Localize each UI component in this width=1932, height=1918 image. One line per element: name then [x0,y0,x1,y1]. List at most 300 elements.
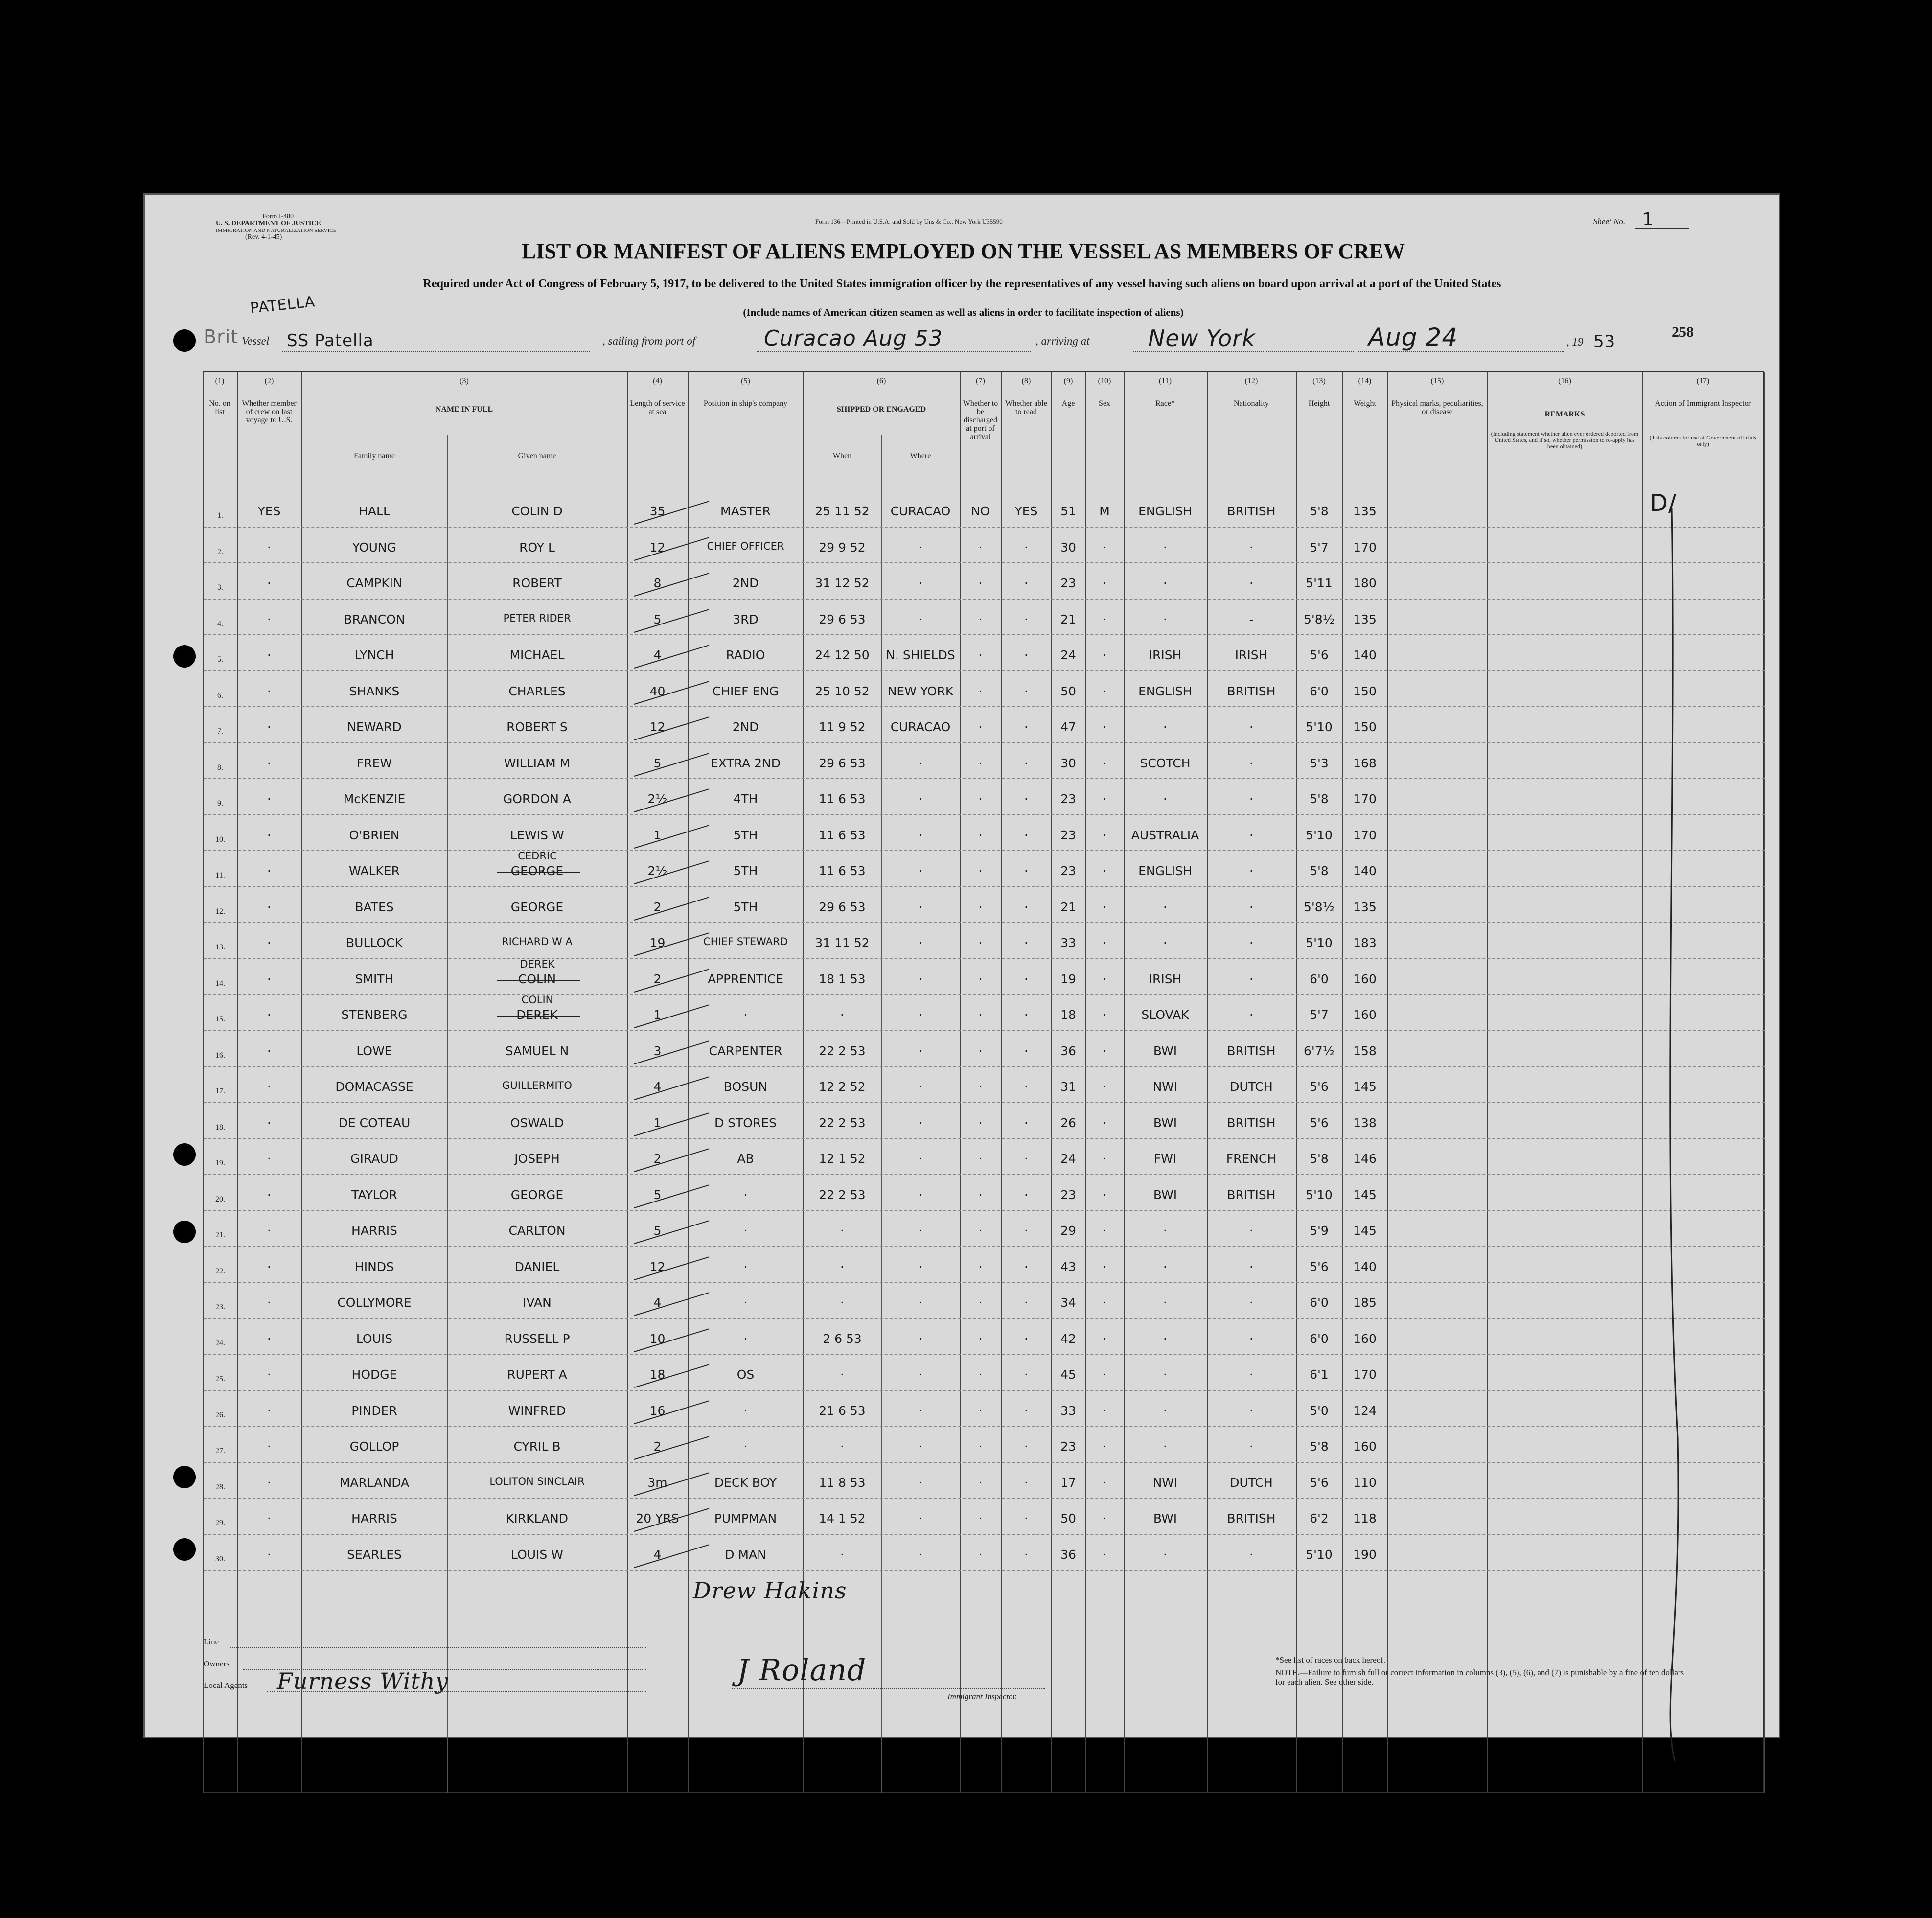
cell-height: 5'6 [1310,1259,1329,1274]
row-rule [204,1534,1765,1535]
cell-position: APPRENTICE [707,971,784,986]
cell-given: ROY L [519,540,555,555]
sheet-label: Sheet No. [1593,217,1626,226]
cell-weight: 145 [1353,1080,1377,1094]
row-rule [204,599,1765,600]
cell-when: 25 11 52 [815,504,870,518]
cell-sex: · [1103,1043,1106,1058]
cell-given-correction: COLIN [521,994,553,1006]
row-rule [204,1174,1765,1175]
cell-age: 51 [1060,504,1076,518]
cell-read: · [1024,1295,1028,1310]
cell-sex: · [1103,720,1106,734]
cell-read: · [1024,1224,1028,1238]
cell-family: HARRIS [351,1511,397,1525]
strike-through [497,872,580,873]
column-number: (6) [876,377,886,385]
row-number: 27. [215,1447,225,1455]
row-rule [204,1570,1765,1571]
cell-nat: · [1249,720,1253,734]
cell-read: · [1024,540,1028,555]
crew-signature: Drew Hakins [693,1577,847,1604]
cell-height: 6'0 [1310,971,1329,986]
cell-weight: 140 [1353,648,1377,662]
cell-when: 22 2 53 [819,1187,866,1202]
cell-given: JOSEPH [514,1152,560,1166]
cell-height: 5'10 [1306,1187,1333,1202]
cell-family: McKENZIE [343,792,406,806]
cell-last: · [267,756,271,770]
column-divider [627,372,628,1793]
cell-position: 4TH [733,792,758,806]
row-rule [204,958,1765,959]
cell-service: 1 [653,1115,662,1130]
cell-height: 5'11 [1306,576,1333,590]
row-number: 21. [215,1231,225,1239]
cell-age: 21 [1060,612,1076,626]
cell-nat: · [1249,1008,1253,1022]
row-number: 6. [217,691,223,700]
row-rule [204,886,1765,887]
column-header: No. on list [209,399,230,416]
races-note: *See list of races on back hereof. [1275,1655,1386,1664]
cell-age: 17 [1060,1475,1076,1490]
cell-race: FWI [1153,1152,1177,1166]
sheet-number: 1 [1642,209,1654,230]
action-column-line [1657,508,1686,1766]
column-header: Whether able to read [1005,399,1047,416]
cell-family: BULLOCK [346,936,403,950]
cell-race: · [1163,1439,1167,1454]
column-header: Length of service at sea [630,399,685,416]
cell-nat: · [1249,1403,1253,1418]
cell-disch: · [978,971,983,986]
row-number: 20. [215,1195,225,1203]
cell-where: · [919,1008,922,1022]
cell-height: 5'10 [1306,828,1333,842]
cell-sex: · [1103,684,1106,698]
cell-family: COLLYMORE [337,1295,412,1310]
cell-service: 4 [653,1295,662,1310]
cell-where: · [919,1187,922,1202]
cell-where: · [919,1511,922,1525]
cell-read: · [1024,792,1028,806]
cell-family: SMITH [355,971,394,986]
cell-given: MICHAEL [509,648,565,662]
cell-family: SEARLES [347,1547,402,1562]
cell-sex: · [1103,1259,1106,1274]
row-number: 30. [215,1554,225,1563]
cell-read: · [1024,684,1028,698]
cell-position: D MAN [725,1547,766,1562]
cell-race: · [1163,720,1167,734]
cell-last: · [267,1152,271,1166]
cell-nat: · [1249,1259,1253,1274]
cell-disch: · [978,720,983,734]
cell-sex: · [1103,540,1106,555]
cell-sex: · [1103,1403,1106,1418]
cell-read: · [1024,1043,1028,1058]
punch-hole [173,645,196,668]
cell-weight: 160 [1353,1008,1377,1022]
cell-family: GOLLOP [349,1439,399,1454]
cell-service: 5 [653,1224,662,1238]
row-number: 16. [215,1051,225,1060]
cell-nat: · [1249,900,1253,914]
cell-race: BWI [1153,1511,1177,1525]
column-header: Sex [1099,399,1110,408]
cell-where: · [919,936,922,950]
cell-read: · [1024,612,1028,626]
cell-where: · [919,864,922,878]
cell-service: 2 [653,1152,662,1166]
cell-age: 33 [1060,936,1076,950]
cell-nat: · [1249,1439,1253,1454]
cell-nat: · [1249,540,1253,555]
cell-weight: 135 [1353,612,1377,626]
cell-disch: · [978,612,983,626]
cell-race: ENGLISH [1138,684,1192,698]
column-header: Race* [1155,399,1175,408]
cell-disch: · [978,1295,983,1310]
cell-family: PINDER [351,1403,397,1418]
cell-given: CYRIL B [513,1439,561,1454]
column-number: (3) [460,377,469,385]
cell-nat: · [1249,1331,1253,1346]
cell-service: 5 [653,612,662,626]
cell-disch: · [978,1043,983,1058]
cell-race: NWI [1152,1080,1178,1094]
cell-service: 35 [649,504,666,518]
cell-race: · [1163,936,1167,950]
cell-position: RADIO [726,648,765,662]
cell-height: 5'8 [1310,864,1329,878]
agents-label: Local Agents [204,1681,248,1690]
cell-family: GIRAUD [350,1152,398,1166]
cell-sex: · [1103,1475,1106,1490]
cell-position: MASTER [720,504,771,518]
cell-given: ROBERT [512,576,562,590]
cell-sex: · [1103,1115,1106,1130]
cell-family: STENBERG [341,1008,408,1022]
cell-given: RUPERT A [507,1367,567,1382]
sheet-underline [1635,228,1689,229]
cell-height: 5'7 [1310,540,1329,555]
row-rule [204,1066,1765,1067]
cell-where: · [919,1259,922,1274]
column-divider [1207,372,1208,1793]
cell-last: · [267,540,271,555]
subheader-remarks-note: (Including statement whether alien ever ordered deported from United States, and if so, whether permission to re-apply has been obtained) [1491,430,1639,450]
owners-label: Owners [204,1659,230,1668]
cell-weight: 183 [1353,936,1377,950]
cell-age: 50 [1060,1511,1076,1525]
cell-race: IRISH [1149,648,1182,662]
row-rule [204,670,1765,671]
cell-nat: · [1249,756,1253,770]
row-number: 11. [215,871,225,879]
cell-position: PUMPMAN [714,1511,777,1525]
cell-read: · [1024,576,1028,590]
cell-given: PETER RIDER [503,612,571,624]
cell-read: · [1024,756,1028,770]
arrival-date: Aug 24 [1368,323,1458,351]
row-number: 4. [217,619,223,628]
cell-race: · [1163,1331,1167,1346]
port-from-underline [757,351,1031,352]
cell-where: · [919,756,922,770]
cell-nat: BRITISH [1227,1187,1276,1202]
row-number: 17. [215,1087,225,1095]
column-header: NAME IN FULL [435,405,493,414]
cell-position: DECK BOY [714,1475,777,1490]
cell-service: 16 [649,1403,666,1418]
cell-position: · [743,1008,748,1022]
cell-read: · [1024,1008,1028,1022]
cell-sex: · [1103,1511,1106,1525]
inspector-label: Immigrant Inspector. [947,1692,1017,1701]
cell-when: 22 2 53 [819,1115,866,1130]
cell-weight: 168 [1353,756,1377,770]
cell-read: · [1024,1403,1028,1418]
cell-height: 5'8½ [1304,612,1334,626]
cell-service: 2 [653,971,662,986]
cell-last: · [267,864,271,878]
row-number: 18. [215,1123,225,1132]
date-underline [1358,351,1564,352]
cell-age: 50 [1060,684,1076,698]
cell-service: 12 [649,720,666,734]
cell-position: · [743,1331,748,1346]
cell-weight: 135 [1353,900,1377,914]
cell-age: 21 [1060,900,1076,914]
cell-nat: BRITISH [1227,684,1276,698]
cell-position: 3RD [733,612,759,626]
cell-given: IVAN [523,1295,552,1310]
cell-where: · [919,1080,922,1094]
column-number: (5) [741,377,750,385]
column-number: (8) [1021,377,1031,385]
cell-where: N. SHIELDS [886,648,955,662]
subtitle: Required under Act of Congress of February 5, 1917, to be delivered to the United States immigration officer by the representatives of any vessel having such aliens on board upon arrival at a port of the United States [423,277,1501,290]
stamp-number: 258 [1672,324,1694,340]
cell-age: 31 [1060,1080,1076,1094]
cell-service: 1 [653,828,662,842]
cell-race: SLOVAK [1141,1008,1189,1022]
cell-where: · [919,1295,922,1310]
cell-given: OSWALD [510,1115,564,1130]
cell-given: DANIEL [514,1259,560,1274]
cell-given-correction: DEREK [520,958,555,970]
row-number: 12. [215,907,225,916]
cell-last: · [267,1511,271,1525]
cell-last: · [267,720,271,734]
cell-last: · [267,971,271,986]
cell-given: LOLITON SINCLAIR [489,1475,585,1487]
cell-given: GORDON A [503,792,572,806]
cell-race: · [1163,1295,1167,1310]
vessel-name: SS Patella [287,331,374,350]
cell-height: 5'6 [1310,1080,1329,1094]
row-rule [204,742,1765,743]
cell-read: · [1024,1511,1028,1525]
cell-height: 5'3 [1310,756,1329,770]
column-number: (2) [264,377,274,385]
cell-when: 31 11 52 [815,936,870,950]
cell-age: 26 [1060,1115,1076,1130]
cell-disch: · [978,1152,983,1166]
cell-family: HALL [359,504,390,518]
column-header: REMARKS [1544,410,1585,418]
cell-family: SHANKS [349,684,400,698]
cell-where: · [919,1475,922,1490]
column-header: Action of Immigrant Inspector [1655,399,1751,408]
cell-given: SAMUEL N [505,1043,569,1058]
column-number: (17) [1696,377,1710,385]
cell-where: · [919,1439,922,1454]
form-revision: (Rev. 4-1-45) [245,233,282,241]
cell-nat: · [1249,792,1253,806]
cell-weight: 140 [1353,1259,1377,1274]
cell-when: 25 10 52 [815,684,870,698]
cell-sex: · [1103,900,1106,914]
cell-service: 4 [653,1547,662,1562]
cell-read: · [1024,1080,1028,1094]
cell-where: · [919,576,922,590]
cell-weight: 138 [1353,1115,1377,1130]
cell-height: 5'7 [1310,1008,1329,1022]
row-number: 29. [215,1519,225,1527]
cell-nat: · [1249,864,1253,878]
column-number: (12) [1244,377,1258,385]
column-divider [1764,372,1765,1793]
column-header: Physical marks, peculiarities, or disease [1391,399,1483,416]
cell-read: · [1024,971,1028,986]
cell-disch: · [978,1187,983,1202]
cell-height: 5'6 [1310,1115,1329,1130]
row-rule [204,634,1765,635]
cell-family: CAMPKIN [346,576,402,590]
row-number: 24. [215,1339,225,1347]
cell-weight: 170 [1353,540,1377,555]
cell-age: 34 [1060,1295,1076,1310]
cell-sex: · [1103,828,1106,842]
cell-age: 30 [1060,756,1076,770]
cell-weight: 140 [1353,864,1377,878]
cell-height: 5'10 [1306,936,1333,950]
cell-last: · [267,1224,271,1238]
vessel-name-above: PATELLA [249,293,316,317]
cell-weight: 190 [1353,1547,1377,1562]
cell-where: · [919,1331,922,1346]
row-number: 2. [217,547,223,556]
column-divider [1124,372,1125,1793]
cell-nat: BRITISH [1227,1043,1276,1058]
column-divider [1296,372,1297,1793]
cell-height: 5'8 [1310,792,1329,806]
row-rule [204,1102,1765,1103]
cell-disch: · [978,684,983,698]
cell-disch: · [978,1008,983,1022]
cell-family: DOMACASSE [335,1080,414,1094]
row-number: 15. [215,1015,225,1023]
row-rule [204,994,1765,995]
cell-last: · [267,1403,271,1418]
cell-when: 24 12 50 [815,648,870,662]
row-rule [204,1354,1765,1355]
footer-note: NOTE.—Failure to furnish full or correct information in columns (3), (5), (6), and (7) is punishable by a fine of ten dollars for each alien. See other side. [1275,1668,1684,1687]
cell-where: · [919,612,922,626]
cell-when: · [840,1367,844,1382]
cell-weight: 150 [1353,720,1377,734]
cell-family: LOUIS [356,1331,393,1346]
row-number: 8. [217,763,223,772]
column-number: (15) [1430,377,1444,385]
cell-when: 29 6 53 [819,756,866,770]
cell-race: AUSTRALIA [1131,828,1199,842]
cell-when: · [840,1295,844,1310]
row-rule [204,1246,1765,1247]
cell-when: · [840,1008,844,1022]
cell-last: · [267,792,271,806]
cell-last: · [267,1439,271,1454]
cell-height: 6'2 [1310,1511,1329,1525]
cell-where: · [919,828,922,842]
cell-service: 4 [653,1080,662,1094]
cell-where: · [919,1367,922,1382]
row-number: 26. [215,1410,225,1419]
cell-age: 29 [1060,1224,1076,1238]
cell-position: D STORES [714,1115,777,1130]
cell-disch: · [978,936,983,950]
cell-nat: DUTCH [1230,1080,1273,1094]
cell-service: 18 [649,1367,666,1382]
row-rule [204,850,1765,851]
cell-when: 11 6 53 [819,792,866,806]
cell-race: NWI [1152,1475,1178,1490]
cell-sex: · [1103,1547,1106,1562]
cell-when: · [840,1224,844,1238]
cell-service: 1 [653,1008,662,1022]
cell-age: 42 [1060,1331,1076,1346]
cell-nat: · [1249,936,1253,950]
cell-weight: 146 [1353,1152,1377,1166]
cell-race: BWI [1153,1187,1177,1202]
cell-race: · [1163,900,1167,914]
action-mark: D/ [1650,489,1677,517]
cell-position: · [743,1403,748,1418]
cell-weight: 145 [1353,1224,1377,1238]
column-divider [237,372,238,1793]
cell-last: · [267,1295,271,1310]
cell-service: 2½ [647,864,667,878]
cell-race: BWI [1153,1043,1177,1058]
cell-nat: - [1249,612,1254,626]
cell-read: · [1024,1152,1028,1166]
cell-weight: 160 [1353,1331,1377,1346]
punch-hole [173,1221,196,1243]
row-rule [204,1498,1765,1499]
subheader-given: Given name [518,452,556,460]
subheader-action-note: (This column for use of Government officials only) [1649,434,1757,447]
cell-disch: · [978,1367,983,1382]
cell-family: O'BRIEN [349,828,400,842]
cell-sex: · [1103,936,1106,950]
cell-nat: · [1249,1295,1253,1310]
row-number: 25. [215,1375,225,1383]
cell-service: 5 [653,1187,662,1202]
cell-read: · [1024,1259,1028,1274]
